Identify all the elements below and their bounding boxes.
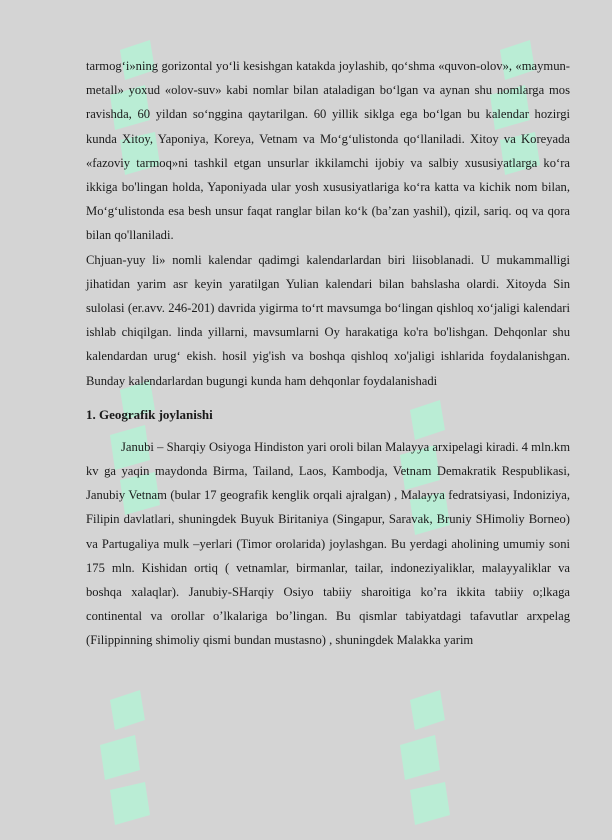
- paragraph: tarmog‘i»ning gorizontal yo‘li kesishgan katakda joylashib, qo‘shma «quvon-olov», «maymun-metall» yoxud «olov-suv» kabi nomlar bilan ataladigan bo‘lgan va aynan shu nomlarga mos ravishda, 60 yildan so‘nggina qaytarilgan. 60 yillik siklga ega bo‘lgan bu kalendar hozirgi kunda Xitoy, Yaponiya, Koreya, Vetnam va Mo‘g‘ulistonda qo‘llaniladi. Xitoy va Koreyada «fazoviy tarmoq»ni tashkil etgan unsurlar ikkilamchi ijobiy va salbiy xususiyatlarga ko‘ra ikkiga bo'lingan holda, Yaponiyada ular yosh xususiyatlariga ko‘ra katta va kichik nom bilan, Mo‘g‘ulistonda esa besh unsur faqat ranglar bilan ko‘k (ba’zan yashil), qizil, sariq. oq va qora bilan qo'llaniladi.: [86, 59, 570, 243]
- section-heading: 1. Geografik joylanishi: [86, 406, 213, 422]
- document-body: [86, 54, 570, 653]
- paragraph: Janubi – Sharqiy Osiyoga Hindiston yari oroli bilan Malayya arxipelagi kiradi. 4 mln.km kv ga yaqin maydonda Birma, Tailand, Laos, Kambodja, Vetnam Demakratik Respublikasi, Janubiy Vetnam (bular 17 geografik kenglik orqali ajralgan) , Malayya fedratsiyasi, Indoniziya, Filipin davlatlari, shuningdek Buyuk Biritaniya (Singapur, Saravak, Bruniy SHimoliy Borneo) va Partugaliya mulk –yerlari (Timor orolarida) joylashgan. Bu yerdagi aholining umumiy soni 175 mln. Kishidan ortiq ( vetnamlar, birmanlar, tailar, indoneziyaliklar, malayyaliklar va boshqa xalaqlar). Janubiy-SHarqiy Osiyo tabiiy sharoitiga ko’ra ikkita tabiiy o;lkaga continental va orollar o’lkalariga bo’lingan. Bu qismlar tabiyatdagi tafavutlar arxpelag (Filippinning shimoliy qismi bundan mustasno) , shuningdek Malakka yarim: [86, 439, 570, 648]
- paragraph: Chjuan-yuy li» nomli kalendar qadimgi kalendarlardan biri liisoblanadi. U mukammalligi jihatidan yarim asr keyin yaratilgan Yulian kalendari bilan bahslasha olardi. Xitoyda Sin sulolasi (er.avv. 246-201) davrida yigirma to‘rt mavsumga bo‘lingan qishloq xo‘jaligi kalendari ishlab chiqilgan. linda yillarni, mavsumlarni Oy harakatiga ko'ra bo'lishgan. Dehqonlar shu kalendardan urug‘ ekish. hosil yig'ish va boshqa qishloq xo'jaligi ishlarida foydalanishgan. Bunday kalendarlardan bugungi kunda ham dehqonlar foydalanishadi: [86, 252, 570, 388]
- watermark-icon: [390, 690, 460, 840]
- watermark-icon: [90, 690, 160, 840]
